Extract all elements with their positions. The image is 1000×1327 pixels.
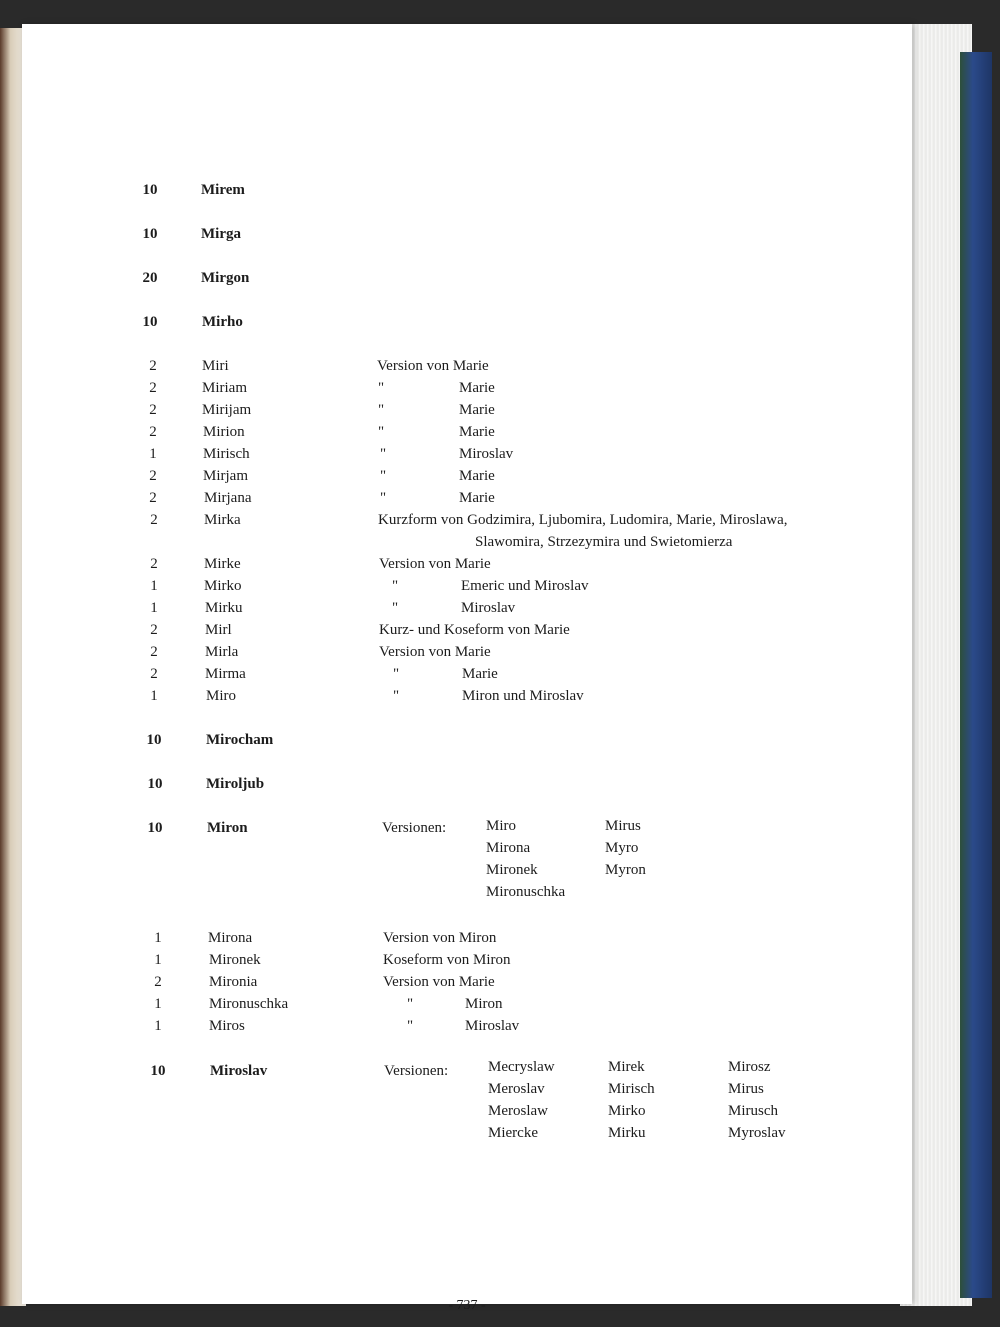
entry-frequency: 2	[149, 402, 157, 418]
entry-name: Mirgon	[201, 270, 250, 286]
name-entry	[22, 729, 912, 751]
name-entry	[22, 773, 912, 795]
name-entry	[22, 487, 912, 509]
entry-name: Mirem	[201, 182, 245, 198]
entry-reference: Miroslav	[461, 600, 516, 616]
entry-name: Miri	[202, 358, 229, 374]
entry-name: Miroslav	[210, 1063, 268, 1079]
ditto-mark: "	[378, 424, 385, 440]
entry-name: Mirisch	[203, 446, 250, 462]
variant-name: Mecryslaw	[488, 1059, 555, 1075]
name-entry	[22, 465, 912, 487]
entry-reference: Miroslav	[459, 446, 514, 462]
name-entry	[22, 421, 912, 443]
entry-name: Mirjana	[204, 490, 252, 506]
name-entry	[22, 949, 912, 971]
entry-name: Mironia	[209, 974, 258, 990]
name-entry	[22, 267, 912, 289]
name-entry	[22, 179, 912, 201]
entry-name: Miron	[207, 820, 248, 836]
entry-frequency: 1	[154, 930, 162, 946]
entry-description: Version von Marie	[379, 556, 491, 572]
entry-frequency: 2	[149, 424, 157, 440]
page-number: - 737 -	[448, 1298, 486, 1313]
variant-name: Miercke	[488, 1125, 538, 1141]
entry-frequency: 10	[150, 1063, 166, 1079]
entry-reference: Marie	[459, 490, 495, 506]
entry-name: Mirga	[201, 226, 241, 242]
variant-name: Mirosz	[728, 1059, 771, 1075]
name-entry	[22, 553, 912, 575]
variant-name: Mirusch	[728, 1103, 778, 1119]
entry-frequency: 1	[154, 1018, 162, 1034]
name-entry	[22, 575, 912, 597]
name-entry	[22, 685, 912, 707]
ditto-mark: "	[380, 446, 387, 462]
name-entry	[22, 399, 912, 421]
entry-description: Version von Marie	[383, 974, 495, 990]
ditto-mark: "	[392, 600, 399, 616]
ditto-mark: "	[380, 490, 387, 506]
entry-name: Mirjam	[203, 468, 248, 484]
ditto-mark: "	[378, 402, 385, 418]
entry-reference: Marie	[459, 402, 495, 418]
variant-name: Myron	[605, 862, 646, 878]
entry-frequency: 10	[142, 182, 158, 198]
name-entry	[22, 971, 912, 993]
entry-name: Mirijam	[202, 402, 252, 418]
name-entry	[22, 311, 912, 333]
entry-name: Mirho	[202, 314, 243, 330]
entry-frequency: 10	[142, 226, 158, 242]
ditto-mark: "	[392, 578, 399, 594]
entry-frequency: 10	[142, 314, 158, 330]
name-entry	[22, 597, 912, 619]
variant-name: Meroslav	[488, 1081, 545, 1097]
entry-reference: Marie	[459, 424, 495, 440]
name-entry	[22, 1060, 912, 1082]
entry-name: Mirla	[205, 644, 239, 660]
name-entry	[22, 663, 912, 685]
entry-description: Koseform von Miron	[383, 952, 511, 968]
book-page	[22, 24, 912, 1313]
name-entry	[22, 509, 912, 531]
entry-description: Kurz- und Koseform von Marie	[379, 622, 570, 638]
entry-frequency: 10	[146, 732, 162, 748]
entry-frequency: 1	[150, 578, 158, 594]
variant-name: Mirko	[608, 1103, 646, 1119]
entry-name: Mironuschka	[209, 996, 289, 1012]
ditto-mark: "	[378, 380, 385, 396]
ditto-mark: "	[393, 666, 400, 682]
entry-description-continued: Slawomira, Strzezymira und Swietomierza	[475, 534, 733, 550]
entry-reference: Marie	[462, 666, 498, 682]
entry-description: Kurzform von Godzimira, Ljubomira, Ludomira, Marie, Miroslawa,	[378, 512, 788, 528]
ditto-mark: "	[380, 468, 387, 484]
entry-frequency: 1	[150, 600, 158, 616]
entry-frequency: 20	[142, 270, 158, 286]
entry-name: Miroljub	[206, 776, 265, 792]
entry-name: Mirl	[205, 622, 232, 638]
entry-name: Mirku	[205, 600, 243, 616]
entry-frequency: 2	[150, 512, 158, 528]
entry-reference: Marie	[459, 468, 495, 484]
variant-name: Meroslaw	[488, 1103, 548, 1119]
name-entry	[22, 641, 912, 663]
name-entry	[22, 223, 912, 245]
entry-frequency: 2	[150, 556, 158, 572]
entry-reference: Miron	[465, 996, 503, 1012]
entry-frequency: 2	[149, 490, 157, 506]
entry-description: Version von Marie	[377, 358, 489, 374]
entry-frequency: 2	[149, 358, 157, 374]
name-entry	[22, 993, 912, 1015]
ditto-mark: "	[407, 1018, 414, 1034]
name-entry	[22, 377, 912, 399]
entry-frequency: 2	[154, 974, 162, 990]
entry-name: Mirona	[208, 930, 253, 946]
entry-name: Mirko	[204, 578, 242, 594]
book-cover	[960, 52, 992, 1298]
entry-description: Versionen:	[382, 820, 447, 836]
entry-frequency: 2	[150, 622, 158, 638]
entry-frequency: 1	[149, 446, 157, 462]
variant-name: Mironuschka	[486, 884, 566, 900]
entry-reference: Miroslav	[465, 1018, 520, 1034]
entry-frequency: 10	[147, 776, 163, 792]
entry-frequency: 2	[150, 666, 158, 682]
entry-name: Mirka	[204, 512, 241, 528]
entry-frequency: 1	[154, 996, 162, 1012]
entry-frequency: 2	[150, 644, 158, 660]
entry-description: Version von Marie	[379, 644, 491, 660]
variant-name: Mirus	[605, 818, 641, 834]
entry-frequency: 10	[147, 820, 163, 836]
ditto-mark: "	[407, 996, 414, 1012]
variant-name: Mirona	[486, 840, 531, 856]
entry-reference: Miron und Miroslav	[462, 688, 584, 704]
entry-reference: Marie	[459, 380, 495, 396]
variant-name: Mirisch	[608, 1081, 655, 1097]
name-entry	[22, 1015, 912, 1037]
variant-name: Myroslav	[728, 1125, 786, 1141]
variant-name: Mirek	[608, 1059, 645, 1075]
entry-name: Miro	[206, 688, 236, 704]
entry-frequency: 1	[150, 688, 158, 704]
name-entry	[22, 817, 912, 839]
entry-name: Mirma	[205, 666, 246, 682]
entry-name: Miros	[209, 1018, 245, 1034]
variant-name: Mirku	[608, 1125, 646, 1141]
name-entry	[22, 443, 912, 465]
name-entry	[22, 927, 912, 949]
entry-name: Mirion	[203, 424, 245, 440]
entry-frequency: 2	[149, 380, 157, 396]
name-entry	[22, 619, 912, 641]
entry-name: Mirke	[204, 556, 241, 572]
entry-description: Versionen:	[384, 1063, 449, 1079]
entry-name: Mironek	[209, 952, 261, 968]
variant-name: Mironek	[486, 862, 538, 878]
entry-reference: Emeric und Miroslav	[461, 578, 589, 594]
entry-name: Miriam	[202, 380, 247, 396]
entry-description: Version von Miron	[383, 930, 497, 946]
variant-name: Mirus	[728, 1081, 764, 1097]
variant-name: Miro	[486, 818, 516, 834]
variant-name: Myro	[605, 840, 639, 856]
name-entry	[22, 355, 912, 377]
entry-frequency: 1	[154, 952, 162, 968]
entry-name: Mirocham	[206, 732, 274, 748]
ditto-mark: "	[393, 688, 400, 704]
entry-frequency: 2	[149, 468, 157, 484]
